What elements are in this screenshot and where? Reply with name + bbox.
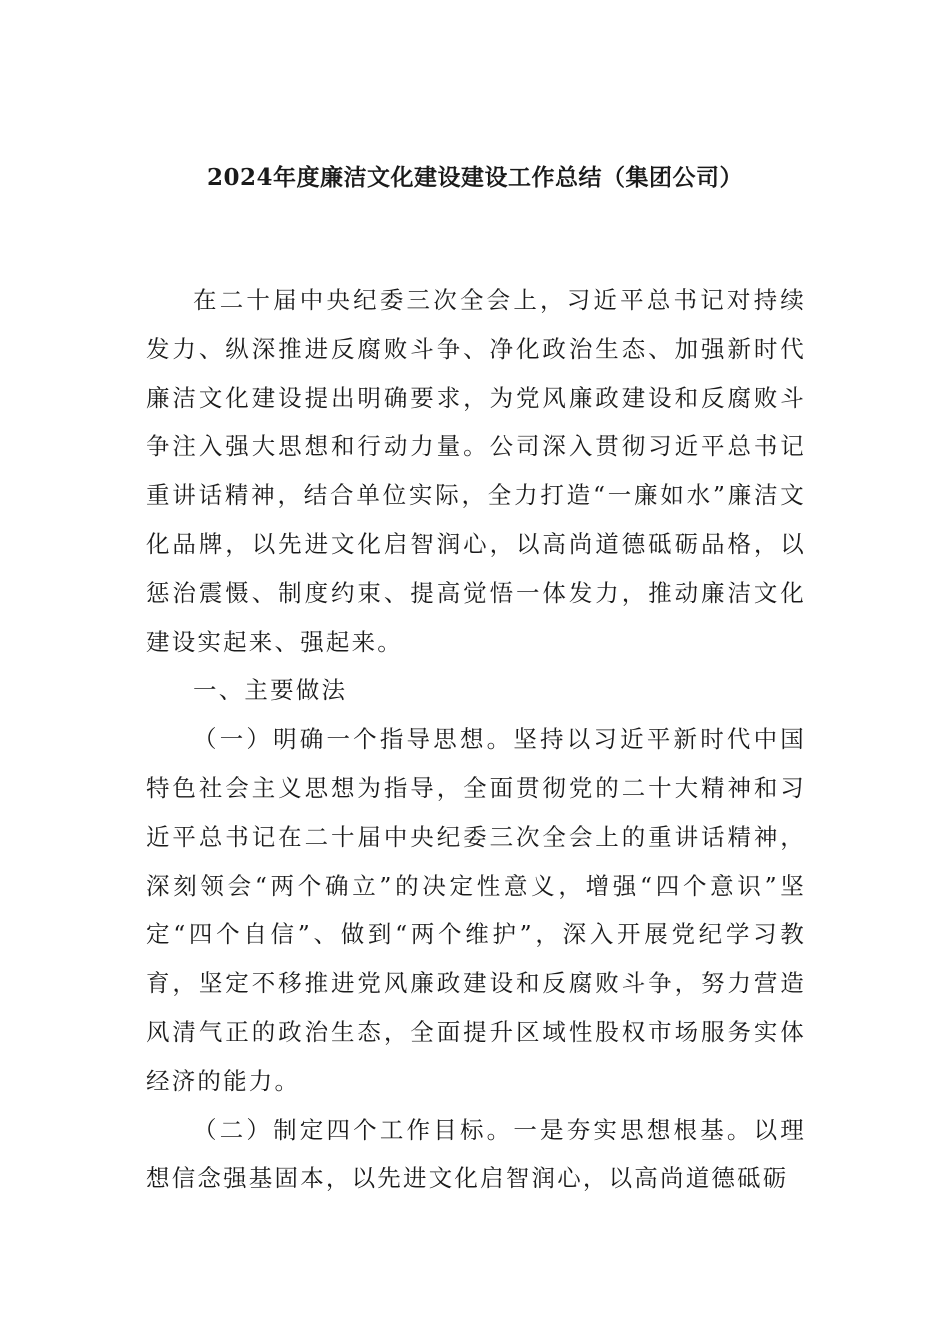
paragraph-guiding-thought: （一）明确一个指导思想。坚持以习近平新时代中国特色社会主义思想为指导，全面贯彻党的二十大精神和习近平总书记在二十届中央纪委三次全会上的重讲话精神，深刻领会“两个确立”的决定性意义，增强“四个意识”坚定“四个自信”、做到“两个维护”，深入开展党纪学习教育，坚定不移推进党风廉政建设和反腐败斗争，努力营造风清气正的政治生态，全面提升区域性股权市场服务实体经济的能力。 xyxy=(146,725,806,1095)
document-body xyxy=(146,276,806,1203)
document-title: 2024年度廉洁文化建设建设工作总结（集团公司） xyxy=(206,164,743,191)
section-heading-main-practices: 一、主要做法 xyxy=(193,676,348,705)
intro-paragraph: 在二十届中央纪委三次全会上，习近平总书记对持续发力、纵深推进反腐败斗争、净化政治生态、加强新时代廉洁文化建设提出明确要求，为党风廉政建设和反腐败斗争注入强大思想和行动力量。公司深入贯彻习近平总书记重讲话精神，结合单位实际，全力打造“一廉如水”廉洁文化品牌，以先进文化启智润心，以高尚道德砥砺品格，以惩治震慑、制度约束、提高觉悟一体发力，推动廉洁文化建设实起来、强起来。 xyxy=(146,286,806,656)
paragraph-work-goals: （二）制定四个工作目标。一是夯实思想根基。以理想信念强基固本，以先进文化启智润心，以高尚道德砥砺 xyxy=(146,1115,806,1193)
